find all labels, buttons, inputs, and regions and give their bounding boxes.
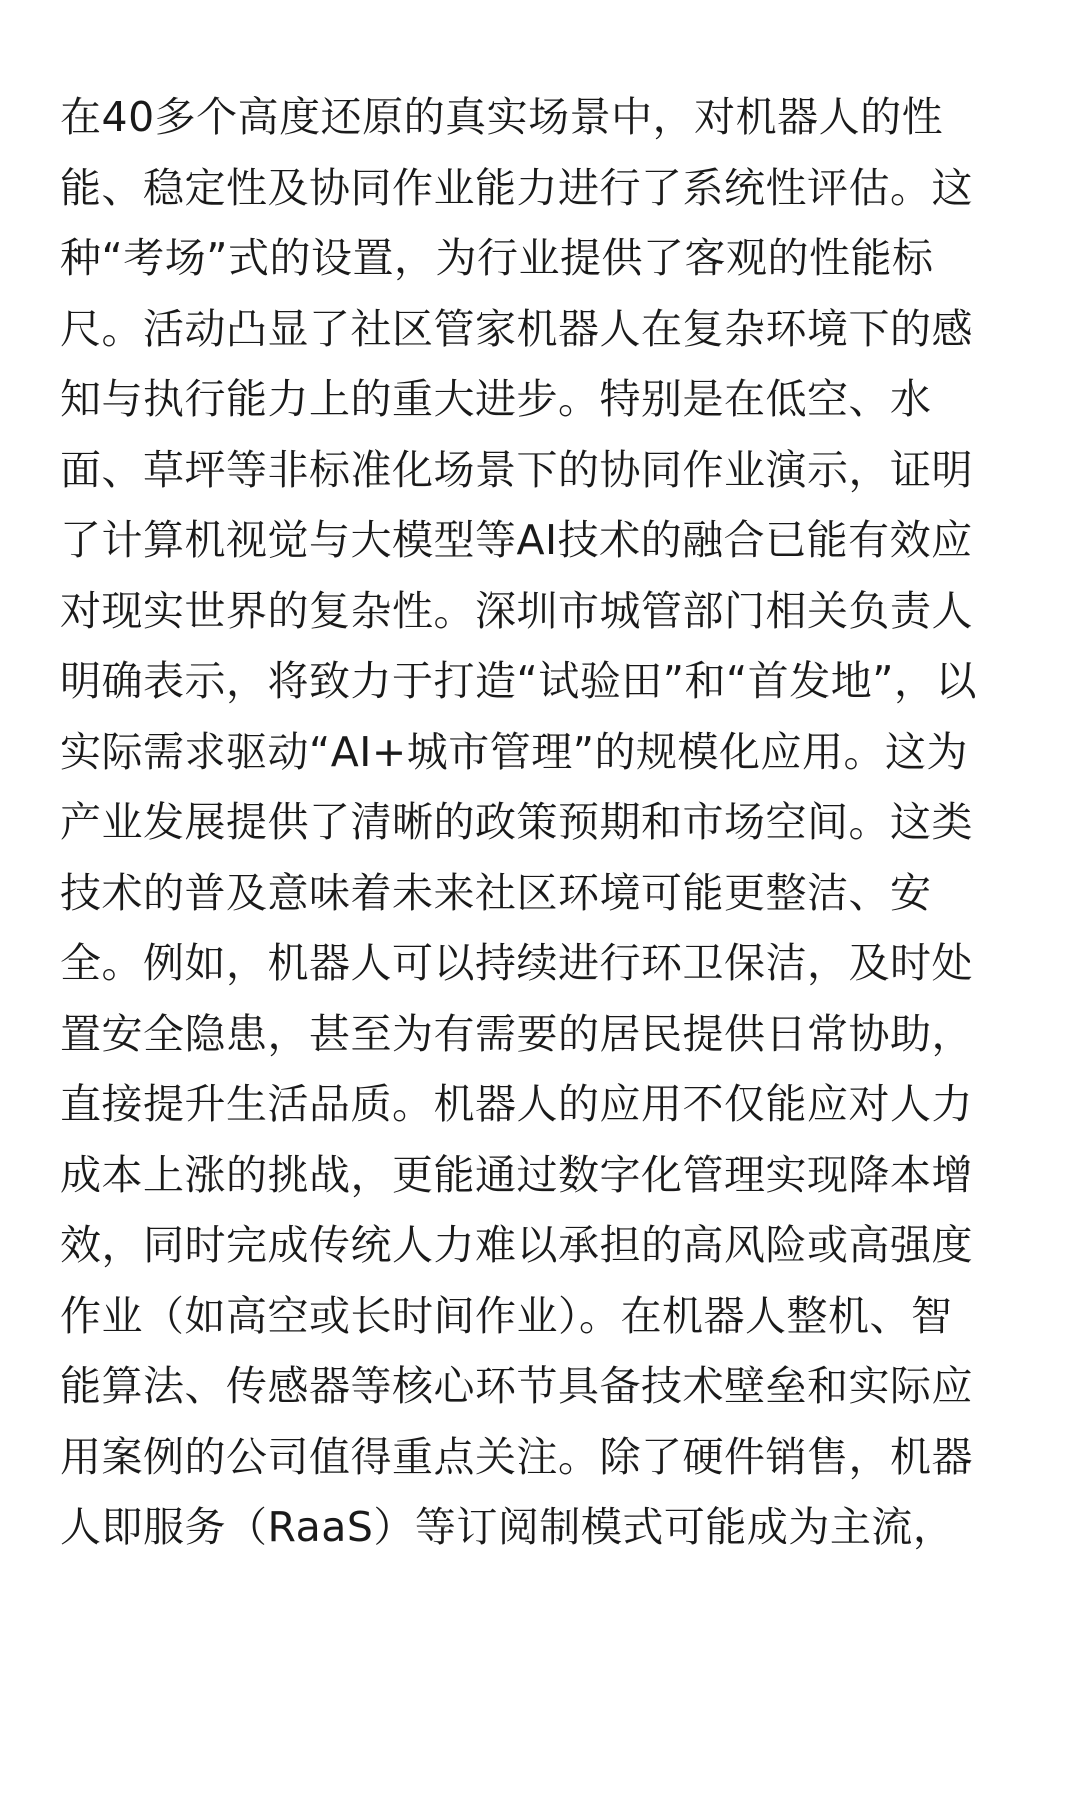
text-line: 人即服务（RaaS）等订阅制模式可能成为主流，	[60, 1503, 955, 1551]
text-line: 成本上涨的挑战，更能通过数字化管理实现降本增	[60, 1150, 973, 1199]
text-line: 实际需求驱动“AI+城市管理”的规模化应用。这为	[60, 727, 968, 776]
text-line: 能、稳定性及协同作业能力进行了系统性评估。这	[60, 163, 973, 212]
article-body	[60, 82, 1032, 1563]
text-line: 对现实世界的复杂性。深圳市城管部门相关负责人	[60, 586, 973, 635]
text-line: 直接提升生活品质。机器人的应用不仅能应对人力	[60, 1080, 973, 1128]
text-line: 种“考场”式的设置，为行业提供了客观的性能标	[60, 234, 934, 282]
text-line: 作业（如高空或长时间作业）。在机器人整机、智	[60, 1291, 953, 1340]
text-line: 在40多个高度还原的真实场景中，对机器人的性	[60, 93, 944, 141]
text-line: 面、草坪等非标准化场景下的协同作业演示，证明	[60, 445, 973, 494]
text-line: 效，同时完成传统人力难以承担的高风险或高强度	[60, 1221, 973, 1269]
text-line: 知与执行能力上的重大进步。特别是在低空、水	[60, 375, 932, 423]
text-line: 置安全隐患，甚至为有需要的居民提供日常协助，	[60, 1009, 973, 1058]
text-line: 明确表示，将致力于打造“试验田”和“首发地”，以	[60, 657, 977, 705]
text-line: 能算法、传感器等核心环节具备技术壁垒和实际应	[60, 1362, 973, 1410]
text-line: 产业发展提供了清晰的政策预期和市场空间。这类	[60, 798, 973, 846]
text-line: 全。例如，机器人可以持续进行环卫保洁，及时处	[60, 939, 973, 987]
text-line: 用案例的公司值得重点关注。除了硬件销售，机器	[60, 1432, 973, 1481]
text-line: 尺。活动凸显了社区管家机器人在复杂环境下的感	[60, 304, 973, 353]
text-line: 技术的普及意味着未来社区环境可能更整洁、安	[60, 868, 932, 917]
text-line: 了计算机视觉与大模型等AI技术的融合已能有效应	[60, 516, 973, 564]
